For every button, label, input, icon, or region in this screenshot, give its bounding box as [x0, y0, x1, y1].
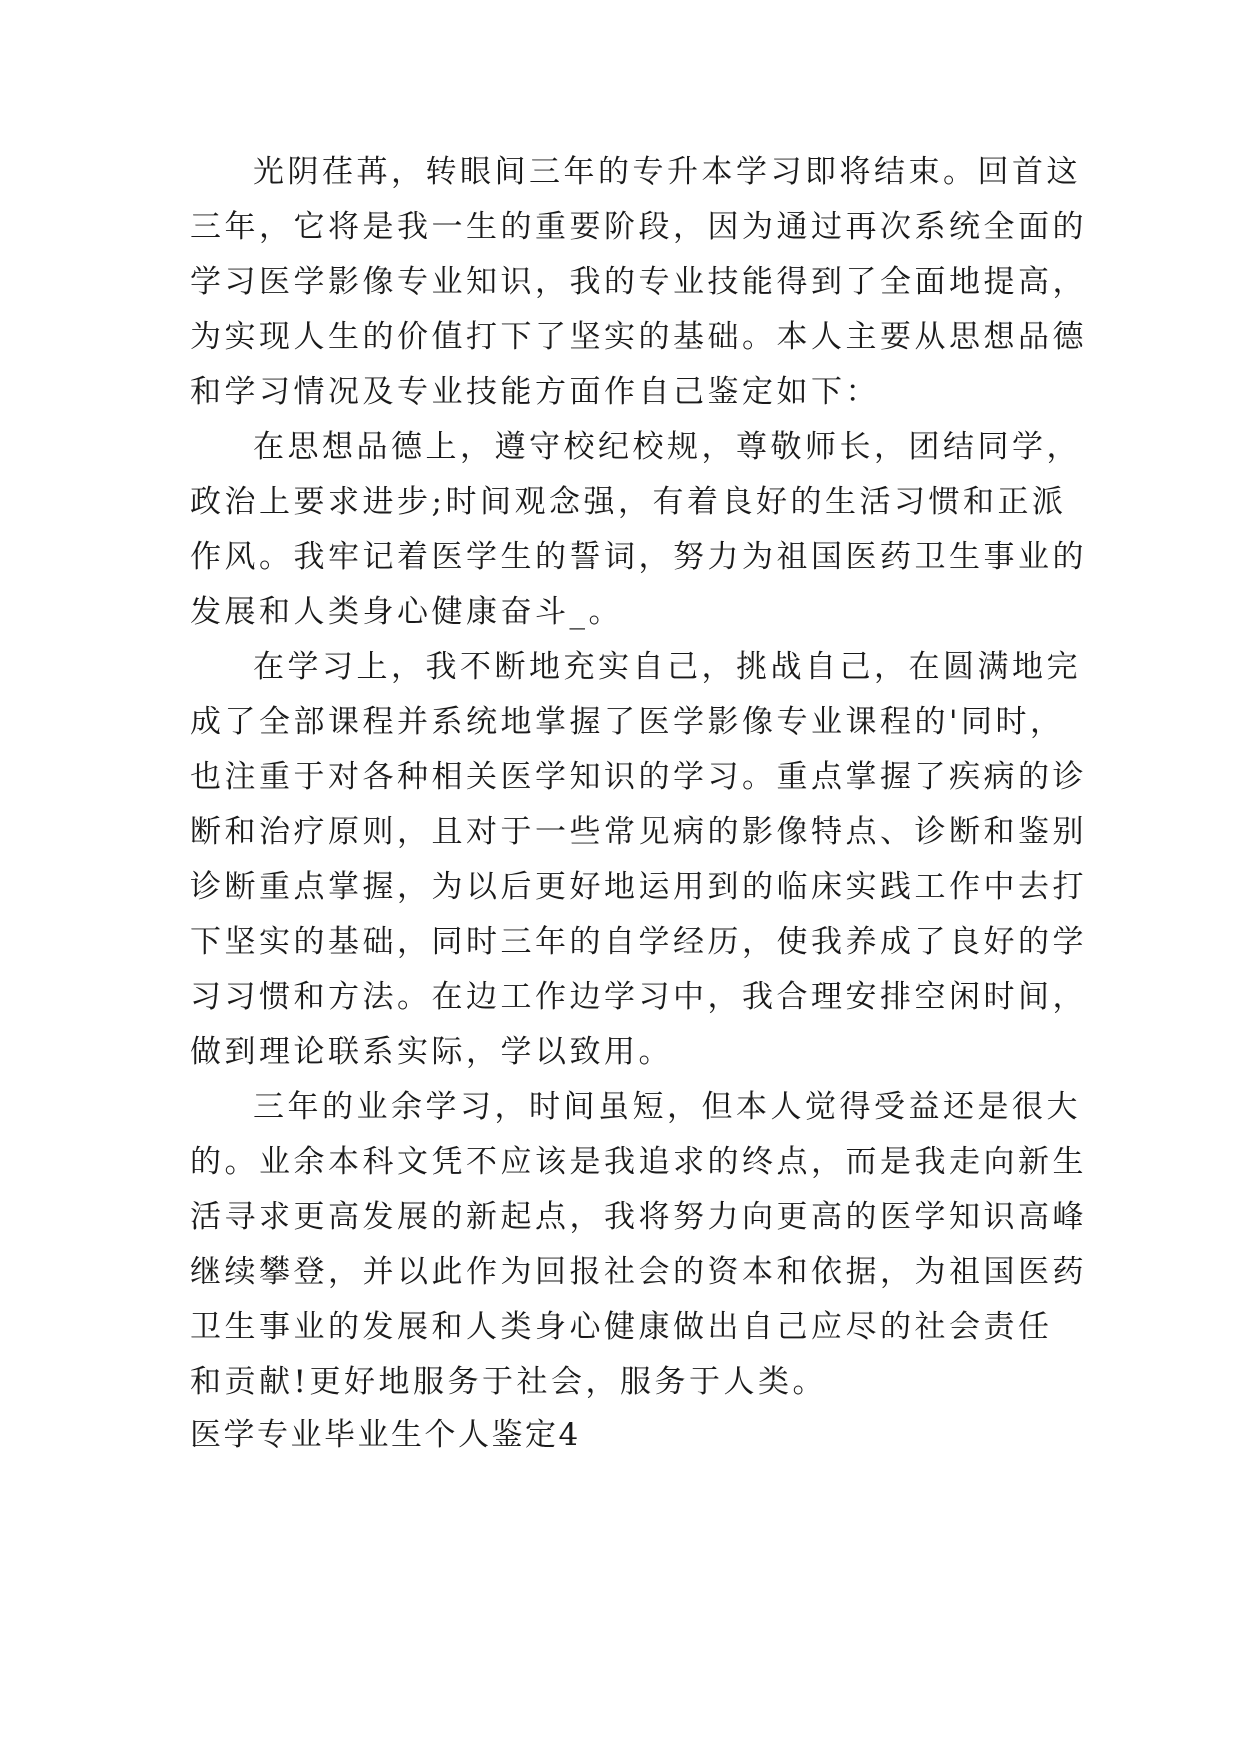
paragraph-3-line-8: 做到理论联系实际，学以致用。	[190, 1034, 673, 1070]
paragraph-1-line-1: 光阴荏苒，转眼间三年的专升本学习即将结束。回首这	[253, 154, 1081, 190]
paragraph-2-line-4: 发展和人类身心健康奋斗_。	[190, 594, 623, 630]
paragraph-4-line-4: 继续攀登，并以此作为回报社会的资本和依据，为祖国医药	[190, 1254, 1087, 1290]
paragraph-2-line-3: 作风。我牢记着医学生的誓词，努力为祖国医药卫生事业的	[190, 539, 1087, 575]
paragraph-3-line-1: 在学习上，我不断地充实自己，挑战自己，在圆满地完	[253, 649, 1081, 685]
paragraph-3-line-3: 也注重于对各种相关医学知识的学习。重点掌握了疾病的诊	[190, 759, 1087, 795]
paragraph-4-line-3: 活寻求更高发展的新起点，我将努力向更高的医学知识高峰	[190, 1199, 1087, 1235]
paragraph-3-line-7: 习习惯和方法。在边工作边学习中，我合理安排空闲时间，	[190, 979, 1087, 1015]
paragraph-2-line-1: 在思想品德上，遵守校纪校规，尊敬师长，团结同学，	[253, 429, 1081, 465]
paragraph-1-line-3: 学习医学影像专业知识，我的专业技能得到了全面地提高，	[190, 264, 1087, 300]
paragraph-4-line-6: 和贡献!更好地服务于社会，服务于人类。	[190, 1364, 827, 1400]
paragraph-4-line-5: 卫生事业的发展和人类身心健康做出自己应尽的社会责任	[190, 1309, 1053, 1345]
paragraph-4-line-2: 的。业余本科文凭不应该是我追求的终点，而是我走向新生	[190, 1144, 1087, 1180]
paragraph-3-line-5: 诊断重点掌握，为以后更好地运用到的临床实践工作中去打	[190, 869, 1087, 905]
paragraph-4-line-1: 三年的业余学习，时间虽短，但本人觉得受益还是很大	[253, 1089, 1081, 1125]
paragraph-3-line-2: 成了全部课程并系统地掌握了医学影像专业课程的'同时，	[190, 704, 1065, 740]
paragraph-3-line-6: 下坚实的基础，同时三年的自学经历，使我养成了良好的学	[190, 924, 1087, 960]
paragraph-3-line-4: 断和治疗原则，且对于一些常见病的影像特点、诊断和鉴别	[190, 814, 1087, 850]
section-heading: 医学专业毕业生个人鉴定4	[190, 1417, 581, 1453]
paragraph-1-line-5: 和学习情况及专业技能方面作自己鉴定如下：	[190, 374, 880, 410]
paragraph-1-line-2: 三年，它将是我一生的重要阶段，因为通过再次系统全面的	[190, 209, 1087, 245]
paragraph-2-line-2: 政治上要求进步;时间观念强，有着良好的生活习惯和正派	[190, 484, 1067, 520]
paragraph-1-line-4: 为实现人生的价值打下了坚实的基础。本人主要从思想品德	[190, 319, 1087, 355]
